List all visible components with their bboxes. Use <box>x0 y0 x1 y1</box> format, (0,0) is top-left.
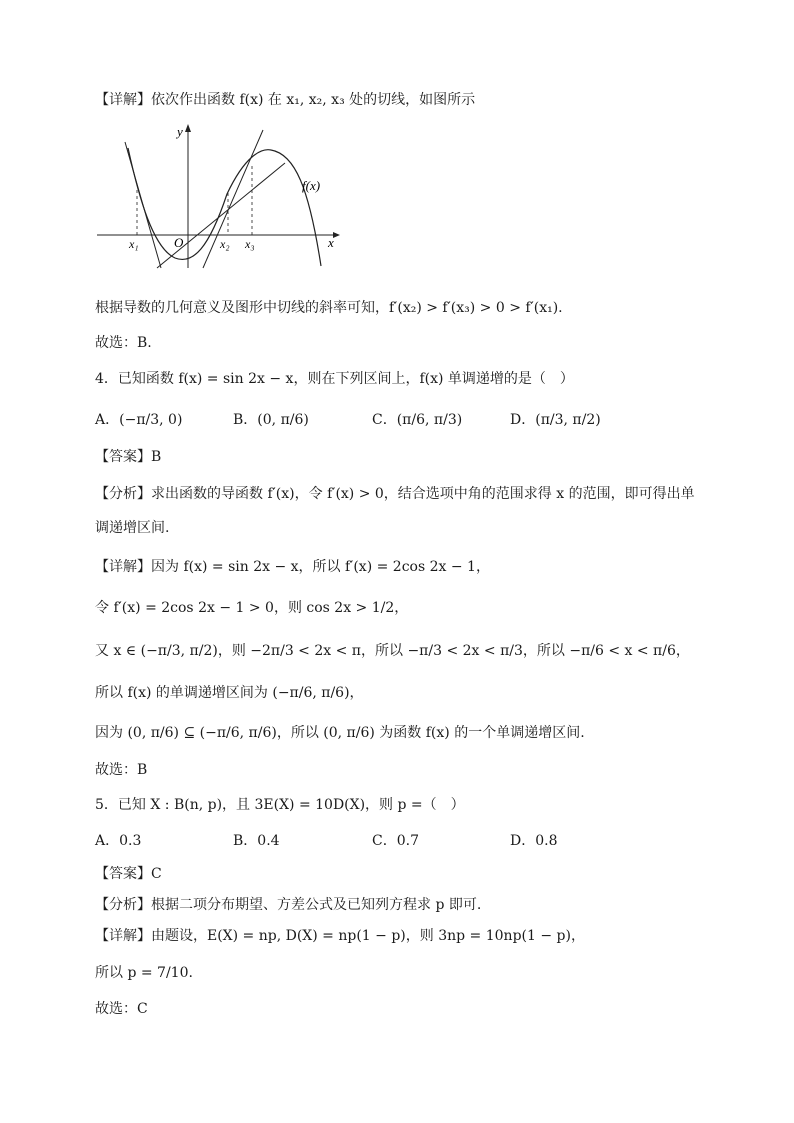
y-axis-arrow <box>185 124 191 132</box>
curve-label: f(x) <box>302 178 321 193</box>
slope-conclusion: 根据导数的几何意义及图形中切线的斜率可知，f′(x₂) > f′(x₃) > 0 > f′(x₁). <box>95 300 563 316</box>
detail-tag: 【详解】 <box>95 92 151 108</box>
answer-tag: 【答案】 <box>95 866 151 882</box>
detail-4-line-4: 所以 f(x) 的单调递增区间为 (−π/6, π/6)， <box>95 685 364 701</box>
x-axis-arrow <box>333 232 340 238</box>
detail-4-line-6: 故选：B <box>95 762 148 778</box>
option-5b: B．0.4 <box>233 833 280 849</box>
question-4: 4．已知函数 f(x) = sin 2x − x，则在下列区间上，f(x) 单调递增的是（ ） <box>95 371 574 387</box>
tangent-line-x2 <box>157 163 285 268</box>
answer-4 <box>95 447 161 467</box>
detail-4-line-2: 令 f′(x) = 2cos 2x − 1 > 0，则 cos 2x > 1/2， <box>95 600 409 616</box>
tangent-lines-graph <box>95 118 345 270</box>
detail-text: 依次作出函数 f(x) 在 x₁, x₂, x₃ 处的切线，如图所示 <box>151 92 476 108</box>
detail-4-line-3: 又 x ∈ (−π/3, π/2)，则 −2π/3 < 2x < π，所以 −π/3 < 2x < π/3，所以 −π/6 < x < π/6， <box>95 643 690 659</box>
analysis-tag: 【分析】 <box>95 897 151 913</box>
option-4d-interval: (π/3, π/2) <box>535 412 601 428</box>
x2-label: x₂ <box>220 237 230 251</box>
detail-5-line-2: 所以 p = 7/10. <box>95 965 193 981</box>
detail-5-line-3: 故选：C <box>95 1001 148 1017</box>
question-5: 5．已知 X : B(n, p)，且 3E(X) = 10D(X)，则 p =（ ） <box>95 797 465 813</box>
analysis-tag: 【分析】 <box>95 486 151 502</box>
origin-label: O <box>174 235 184 250</box>
option-5c: C．0.7 <box>372 833 419 849</box>
x1-label: x₁ <box>129 237 139 251</box>
detail-4-line-1: 【详解】因为 f(x) = sin 2x − x，所以 f′(x) = 2cos 2x − 1， <box>95 559 490 575</box>
answer-value: B <box>151 449 162 465</box>
choose-b-1: 故选：B. <box>95 335 152 351</box>
analysis-5: 【分析】根据二项分布期望、方差公式及已知列方程求 p 即可. <box>95 897 482 913</box>
option-4d: D．(π/3, π/2) <box>510 412 601 428</box>
detail-line-1 <box>95 90 475 110</box>
option-5a: A．0.3 <box>95 833 142 849</box>
option-4b-interval: (0, π/6) <box>257 412 309 428</box>
option-4a: A．(−π/3, 0) <box>95 412 183 428</box>
answer-5 <box>95 864 162 884</box>
option-4c: C．(π/6, π/3) <box>372 412 463 428</box>
option-5d: D．0.8 <box>510 833 558 849</box>
detail-4-line-5: 因为 (0, π/6) ⊆ (−π/6, π/6)，所以 (0, π/6) 为函数 f(x) 的一个单调递增区间. <box>95 725 585 741</box>
option-4b: B．(0, π/6) <box>233 412 309 428</box>
option-4a-interval: (−π/3, 0) <box>119 412 183 428</box>
analysis-4-line-2: 调递增区间. <box>95 520 170 536</box>
y-axis-label: y <box>177 124 183 139</box>
option-4c-interval: (π/6, π/3) <box>396 412 463 428</box>
detail-tag: 【详解】 <box>95 559 151 575</box>
detail-tag: 【详解】 <box>95 928 151 944</box>
answer-tag: 【答案】 <box>95 449 151 465</box>
analysis-4-line-1: 【分析】求出函数的导函数 f′(x)，令 f′(x) > 0，结合选项中角的范围求得 x 的范围，即可得出单 <box>95 486 695 502</box>
x3-label: x₃ <box>245 237 255 251</box>
detail-5-line-1: 【详解】由题设，E(X) = np, D(X) = np(1 − p)，则 3np = 10np(1 − p)， <box>95 928 585 944</box>
answer-value: C <box>151 866 162 882</box>
x-axis-label: x <box>328 235 334 250</box>
